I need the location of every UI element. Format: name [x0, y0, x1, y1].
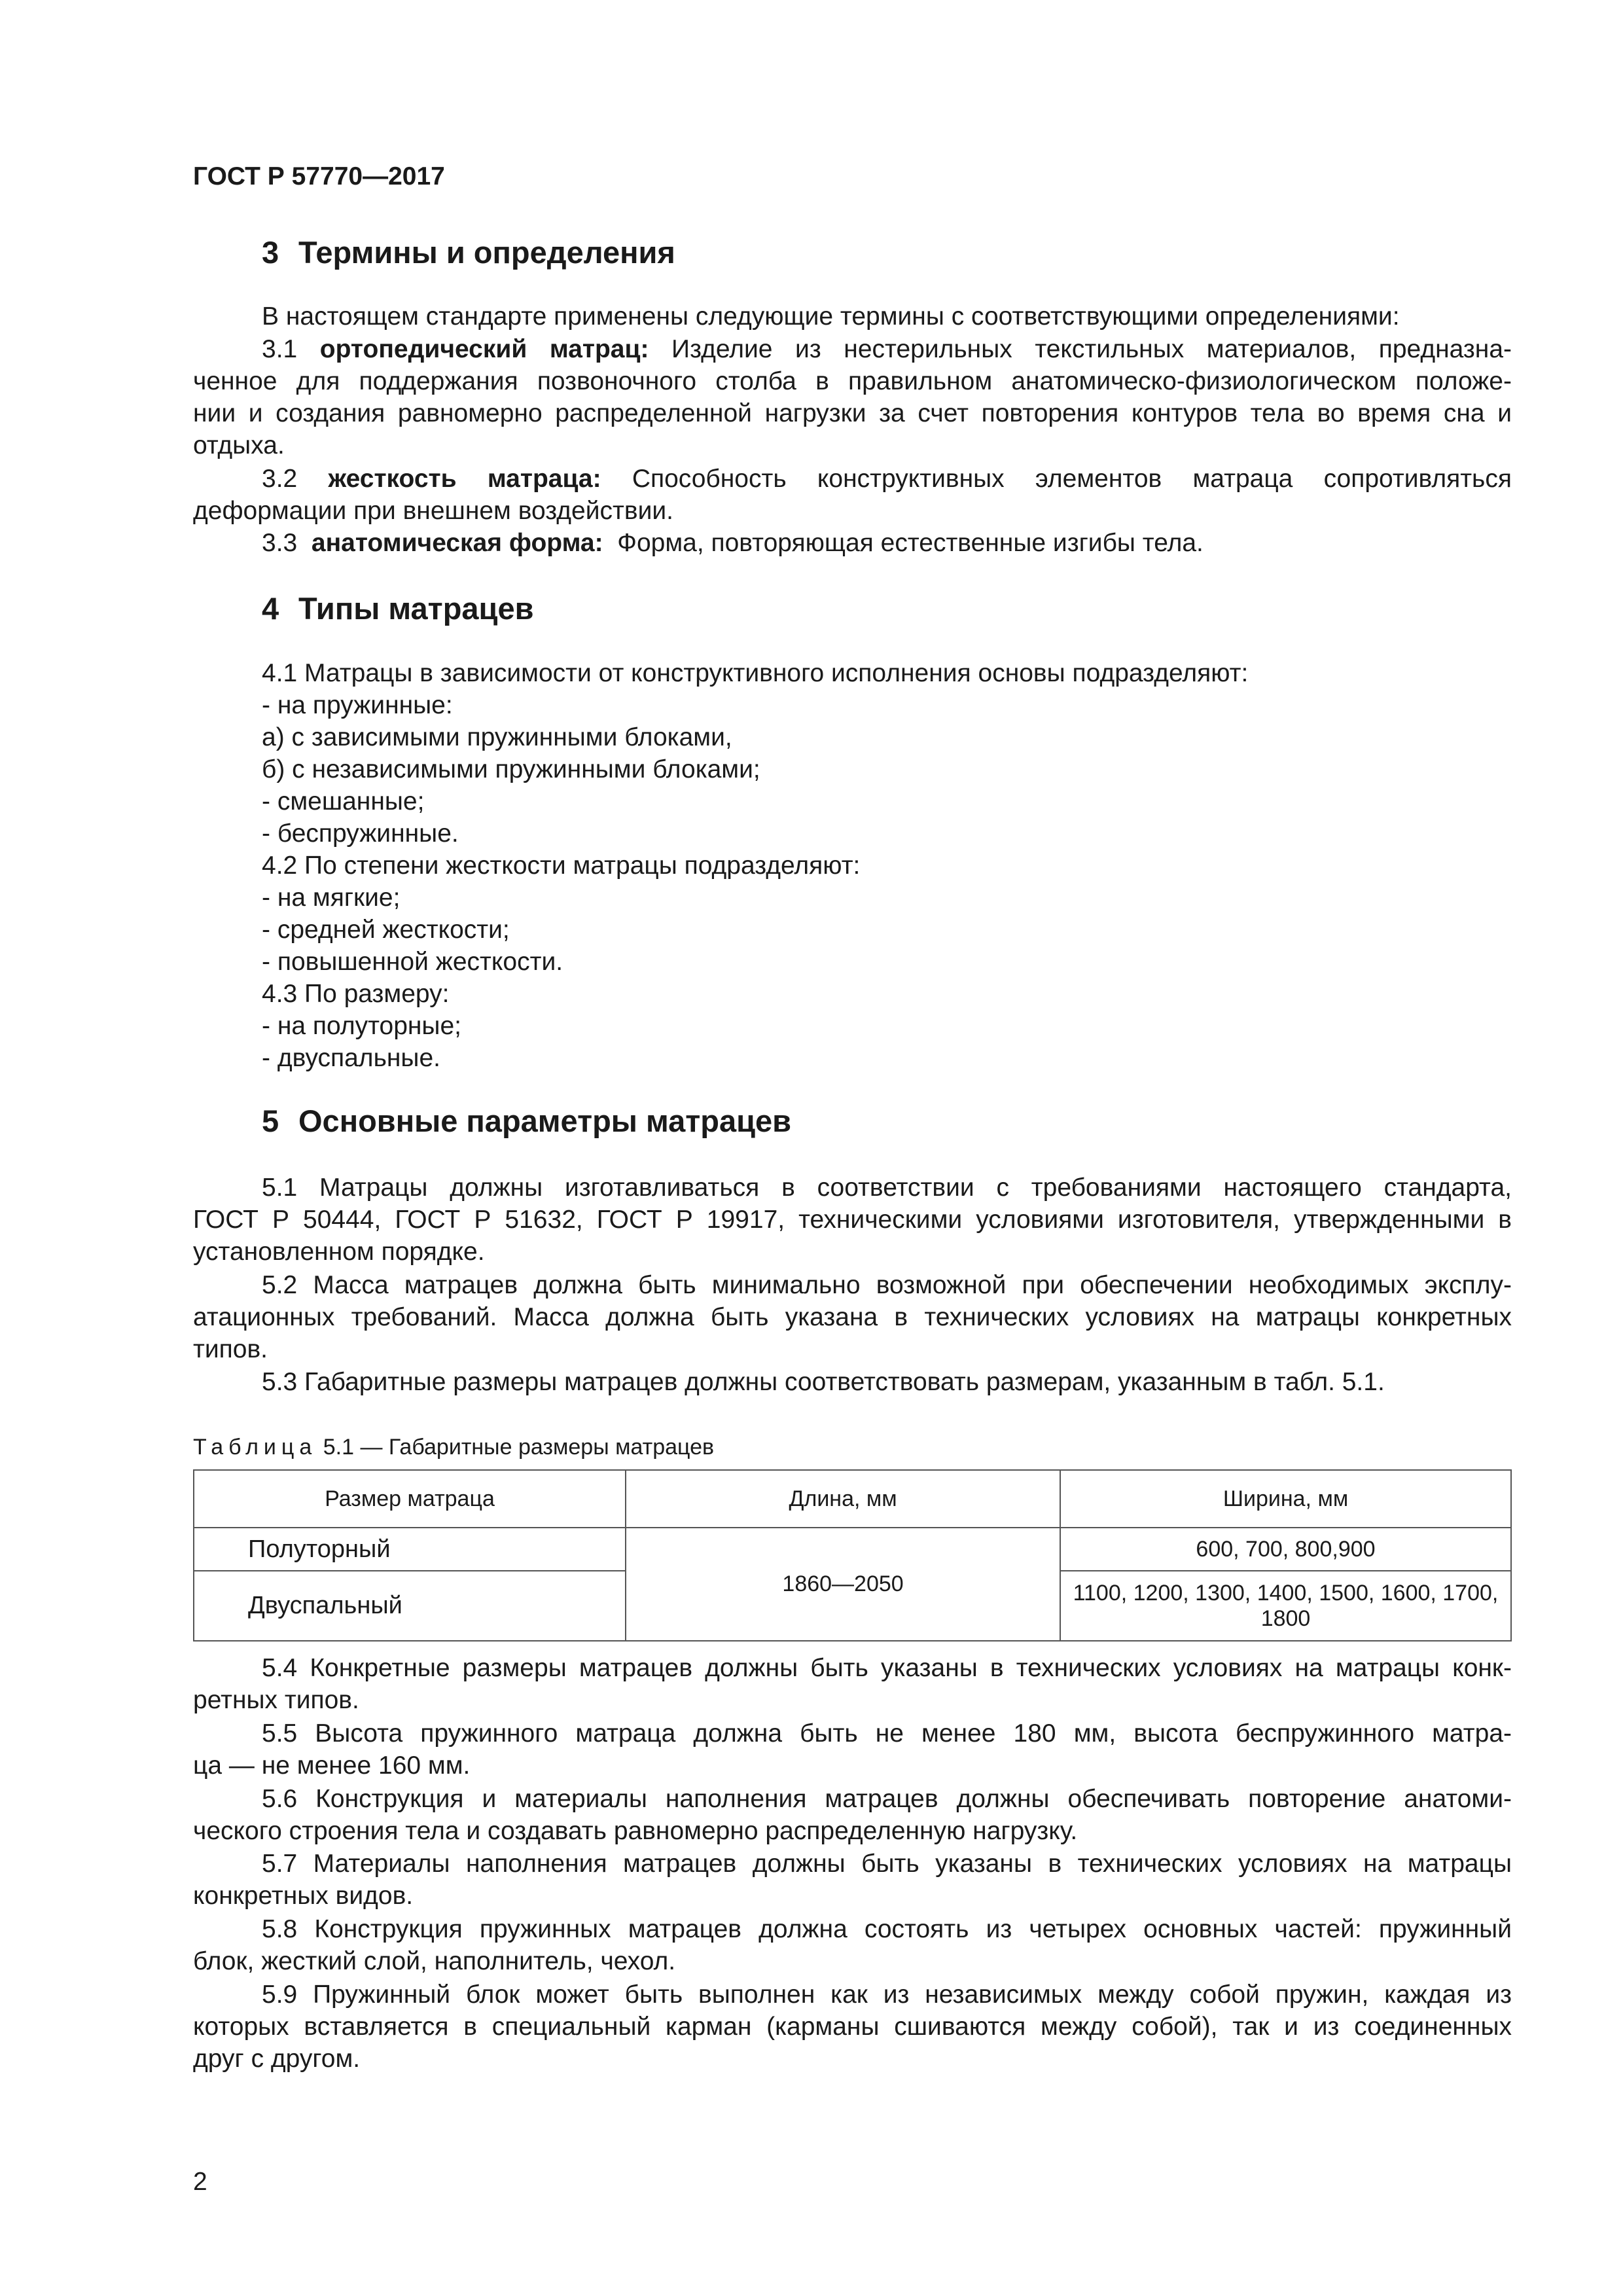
paragraph-line: ческого строения тела и создавать равномерно распределенную нагрузку. — [193, 1817, 1078, 1845]
list-line: - на пружинные: — [262, 691, 453, 719]
term-name: жесткость матраца: — [328, 465, 601, 493]
paragraph-line: которых вставляется в специальный карман (карманы сшиваются между собой), так и из соединенных — [193, 2013, 1512, 2041]
section-3-heading — [262, 234, 675, 270]
table-cell-size: Двуспальный — [194, 1571, 626, 1641]
paragraph-line: ца — не менее 160 мм. — [193, 1751, 471, 1780]
table-cell-length: 1860—2050 — [626, 1528, 1060, 1641]
list-line: 4.1 Матрацы в зависимости от конструктивного исполнения основы подразделяют: — [262, 659, 1249, 687]
list-line: - повышенной жесткости. — [262, 948, 563, 976]
term-3-3-line: 3.3 анатомическая форма: Форма, повторяющая естественные изгибы тела. — [262, 529, 1204, 557]
term-3-2-line: 3.2 жесткость матраца: Способность конструктивных элементов матраца сопротивляться — [262, 465, 1512, 493]
paragraph-line: друг с другом. — [193, 2045, 361, 2073]
list-line: а) с зависимыми пружинными блоками, — [262, 723, 732, 751]
section-number: 4 — [262, 591, 279, 626]
paragraph-line: 5.2 Масса матрацев должна быть минимально возможной при обеспечении необходимых эксплу- — [262, 1271, 1512, 1299]
list-line: - двуспальные. — [262, 1044, 440, 1072]
term-name: ортопедический матрац: — [319, 335, 649, 363]
list-line: 4.2 По степени жесткости матрацы подразделяют: — [262, 852, 861, 880]
paragraph-line: конкретных видов. — [193, 1882, 414, 1910]
table-header-row — [194, 1470, 1511, 1528]
page-number: 2 — [193, 2168, 207, 2196]
paragraph-line: 5.7 Материалы наполнения матрацев должны быть указаны в технических условиях на матрацы — [262, 1850, 1512, 1878]
section-5-heading — [262, 1103, 791, 1139]
table-caption: Таблица 5.1 — Габаритные размеры матрацев — [193, 1435, 715, 1460]
paragraph-line: 5.6 Конструкция и материалы наполнения матрацев должны обеспечивать повторение анатоми- — [262, 1785, 1512, 1813]
section-4-heading — [262, 590, 533, 626]
paragraph-line: блок, жесткий слой, наполнитель, чехол. — [193, 1947, 676, 1975]
paragraph-line: 5.5 Высота пружинного матраца должна быть не менее 180 мм, высота беспружинного матра- — [262, 1719, 1512, 1748]
paragraph-line: ГОСТ Р 50444, ГОСТ Р 51632, ГОСТ Р 19917, техническими условиями изготовителя, утвержденными в — [193, 1206, 1512, 1234]
document-header: ГОСТ Р 57770—2017 — [193, 162, 445, 190]
paragraph-line: нии и создания равномерно распределенной нагрузки за счет повторения контуров тела во время сна и — [193, 399, 1512, 427]
section-number: 5 — [262, 1103, 279, 1138]
paragraph-line: деформации при внешнем воздействии. — [193, 497, 673, 525]
list-line: - на мягкие; — [262, 884, 401, 912]
table-header-cell: Ширина, мм — [1060, 1470, 1511, 1528]
section-3-intro: В настоящем стандарте применены следующие термины с соответствующими определениями: — [262, 302, 1400, 331]
list-line: - беспружинные. — [262, 819, 459, 848]
paragraph-line: ченное для поддержания позвоночного столба в правильном анатомическо-физиологическом положе- — [193, 367, 1512, 395]
term-name: анатомическая форма: — [311, 529, 603, 557]
section-title: Термины и определения — [298, 235, 675, 270]
list-line: б) с независимыми пружинными блоками; — [262, 755, 760, 783]
table-header-cell: Длина, мм — [626, 1470, 1060, 1528]
paragraph-line: ретных типов. — [193, 1686, 359, 1714]
list-line: - смешанные; — [262, 787, 425, 816]
paragraph-line: 5.1 Матрацы должны изготавливаться в соответствии с требованиями настоящего стандарта, — [262, 1174, 1512, 1202]
table-cell-size: Полуторный — [194, 1528, 626, 1571]
paragraph-line: типов. — [193, 1335, 268, 1363]
list-line: 4.3 По размеру: — [262, 980, 450, 1008]
paragraph-line: 5.4 Конкретные размеры матрацев должны быть указаны в технических условиях на матрацы конк- — [262, 1654, 1512, 1682]
section-title: Типы матрацев — [298, 591, 534, 626]
dimensions-table — [193, 1469, 1512, 1641]
term-3-1-line: 3.1 ортопедический матрац: Изделие из нестерильных текстильных материалов, предназна- — [262, 335, 1512, 363]
paragraph-line: 5.9 Пружинный блок может быть выполнен как из независимых между собой пружин, каждая из — [262, 1981, 1512, 2009]
paragraph-line: 5.8 Конструкция пружинных матрацев должна состоять из четырех основных частей: пружинный — [262, 1915, 1512, 1943]
paragraph-line: 5.3 Габаритные размеры матрацев должны соответствовать размерам, указанным в табл. 5.1. — [262, 1368, 1385, 1396]
paragraph-line: установленном порядке. — [193, 1238, 485, 1266]
paragraph-line: отдыха. — [193, 431, 285, 459]
table-header-cell: Размер матраца — [194, 1470, 626, 1528]
paragraph-line: атационных требований. Масса должна быть указана в технических условиях на матрацы конкретных — [193, 1303, 1512, 1331]
section-number: 3 — [262, 235, 279, 270]
section-title: Основные параметры матрацев — [298, 1103, 792, 1138]
table-cell-width: 1100, 1200, 1300, 1400, 1500, 1600, 1700, 1800 — [1060, 1571, 1511, 1641]
table-row — [194, 1528, 1511, 1571]
list-line: - на полуторные; — [262, 1012, 461, 1040]
table-cell-width: 600, 700, 800,900 — [1060, 1528, 1511, 1571]
list-line: - средней жесткости; — [262, 916, 510, 944]
